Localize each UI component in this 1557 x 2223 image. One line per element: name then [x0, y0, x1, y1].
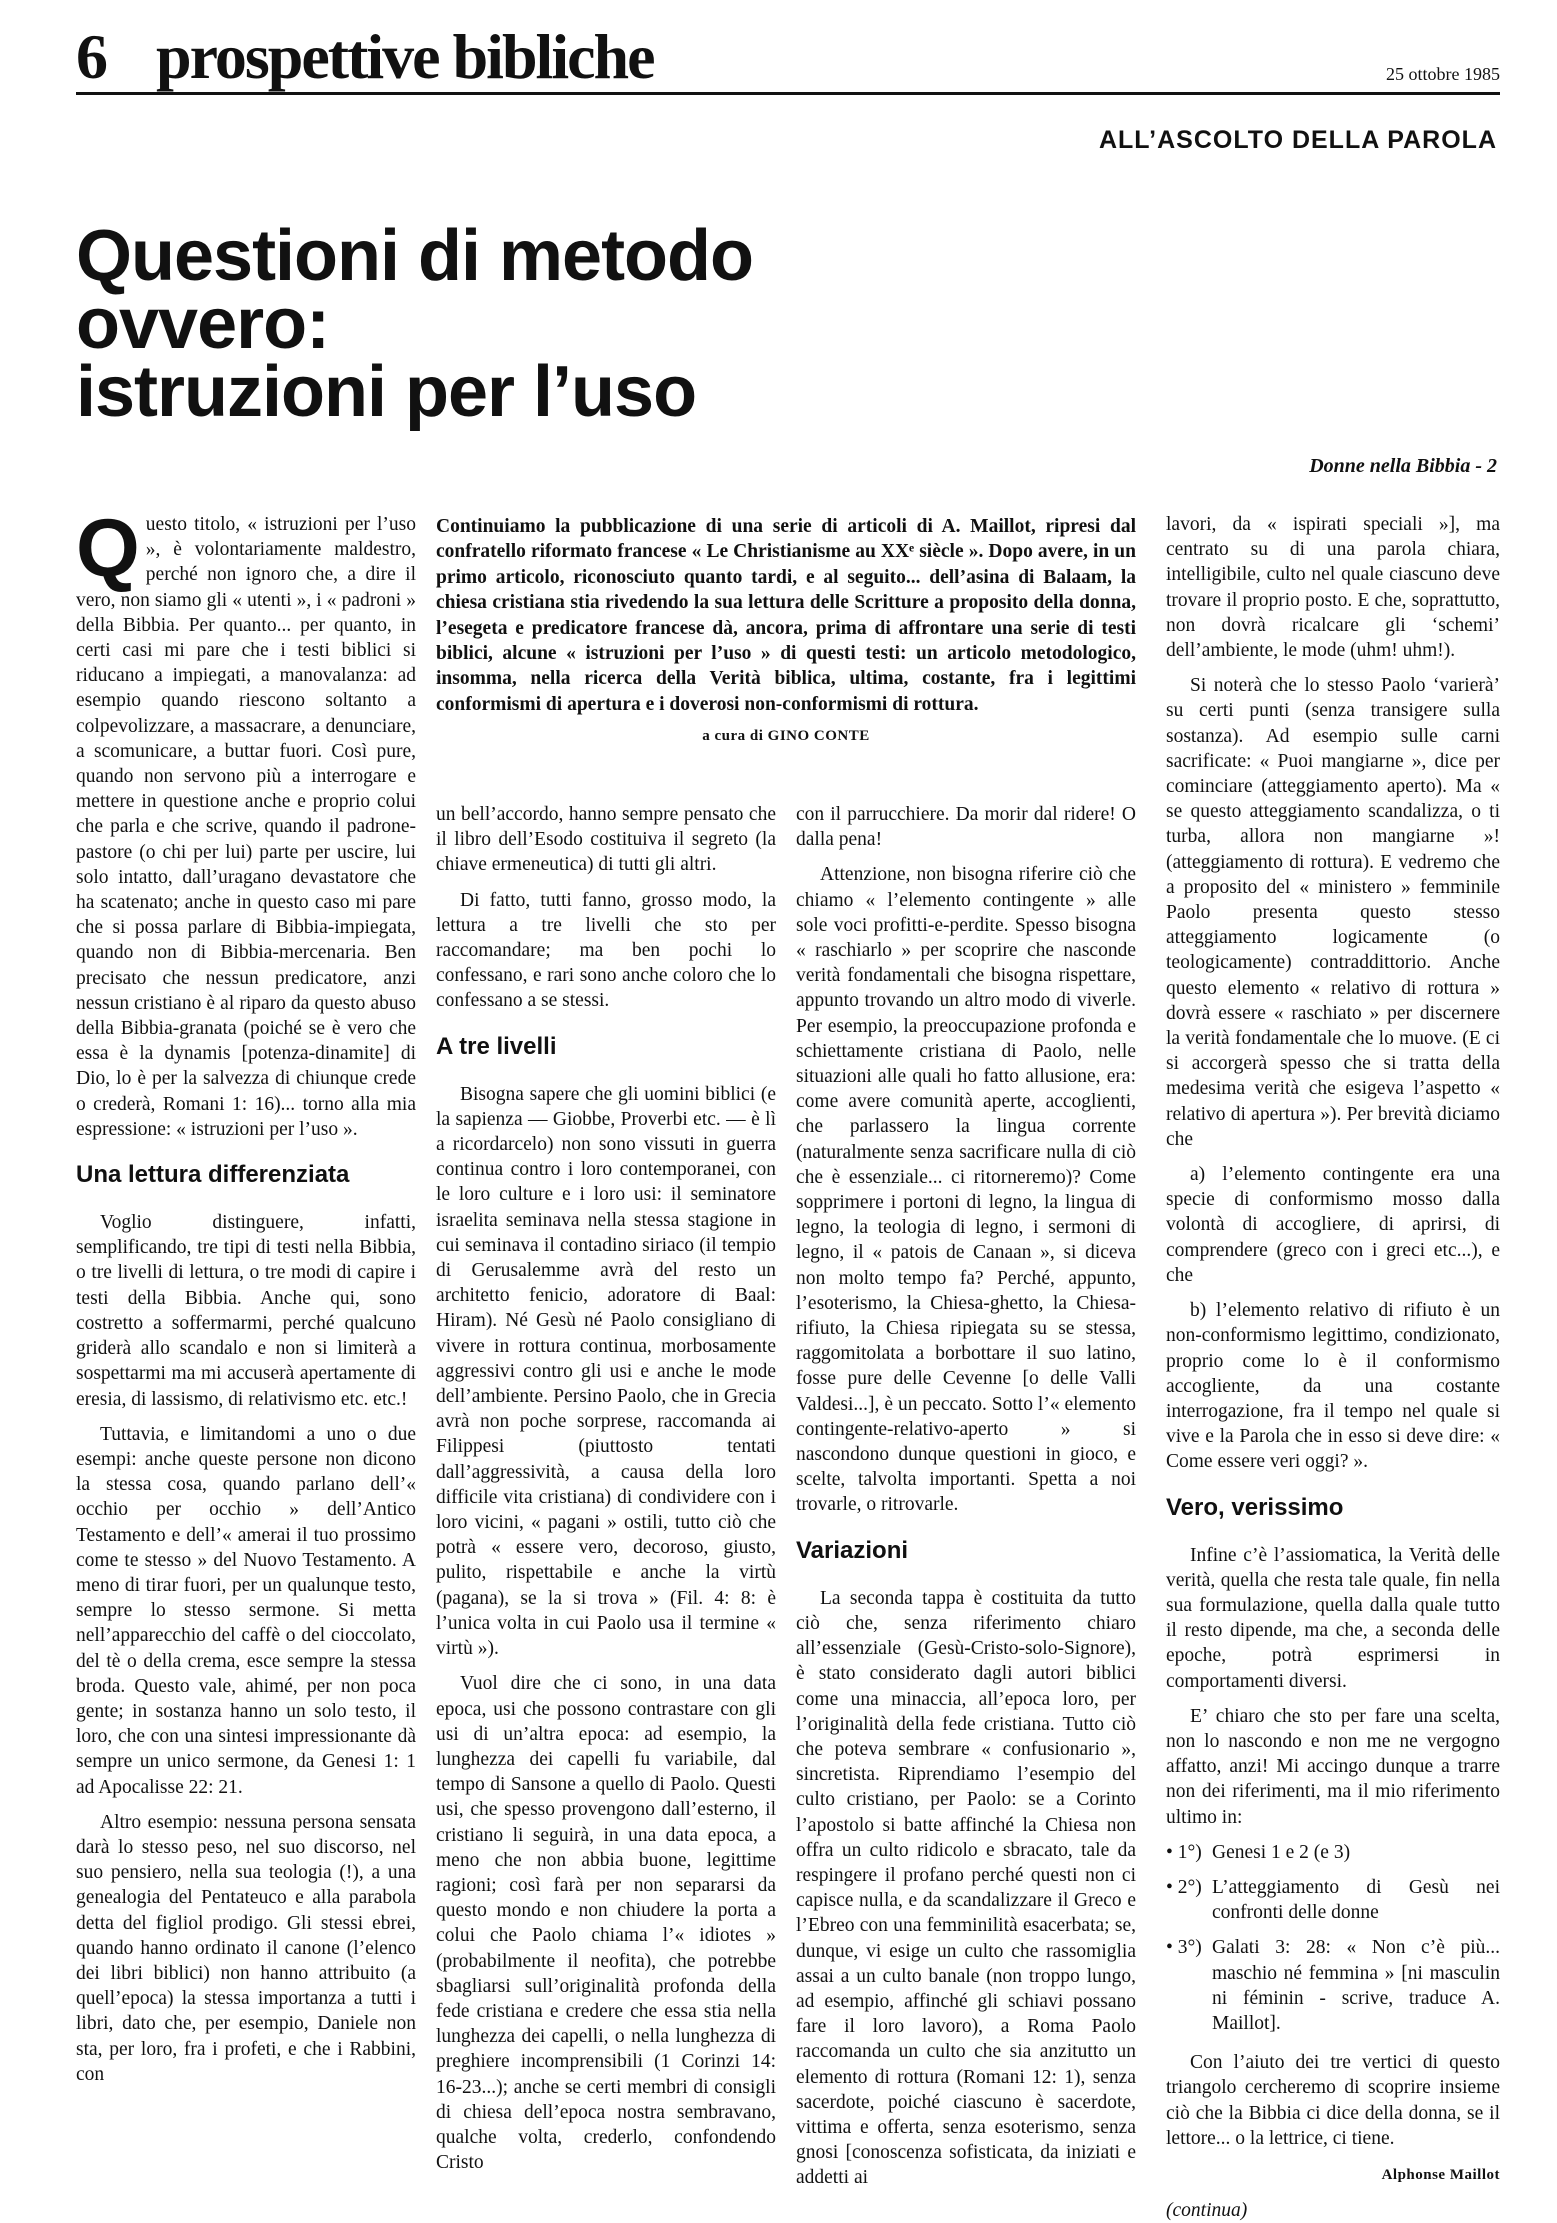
paragraph: Altro esempio: nessuna persona sensata darà lo stesso peso, nel suo discorso, nel suo pensiero, nella sua teologia (!), a una genealogia del Pentateuco e alla parabola detta del figliol prodigo. Gli stessi ebrei, quando hanno ordinato il canone (l’elenco dei libri biblici) non hanno attribuito (a quell’epoca) la stessa importanza a tutti i libri, dato che, per esempio, Daniele non sta, per loro, fra i profeti, e che i Rabbini, con — [76, 1811, 416, 2085]
subheading: A tre livelli — [436, 1032, 557, 1060]
paragraph: Si noterà che lo stesso Paolo ‘varierà’ su certi punti (senza transigere sulla sostanza). Ad esempio sulle carni sacrificate: « Puoi mangiarne », dice per cominciare (atteggiamento aperto). Ma « se questo atteggiamento scandalizza, o ti turba, allora non mangiarne »! (atteggiamento di rottura). E vedremo che a proposito del « ministero » femminile Paolo presenta questo stesso atteggiamento logicamente (o teologicamente) contraddittorio. Anche questo elemento « relativo di rottura » dovrà essere « raschiato » per discernere la verità fondamentale che lo muove. (E ci si accorgerà spesso che si tratta della medesima verità che esigeva l’aspetto « relativo di apertura »). Per brevità diciamo che — [1166, 675, 1500, 1150]
masthead-rule — [76, 92, 1500, 95]
list-bullet: • 2°) — [1166, 1876, 1202, 1898]
series-label: Donne nella Bibbia - 2 — [1309, 455, 1497, 477]
article-column-1 — [76, 503, 416, 2097]
drop-cap: Q — [76, 503, 140, 594]
paragraph: Tuttavia, e limitandomi a uno o due esempi: anche queste persone non dicono la stessa cosa, quando parlano dell’« occhio per occhio » dell’Antico Testamento e dell’« amerai il tuo prossimo come te stesso » del Nuovo Testamento. A meno di tirar fuori, per un qualunque testo, sempre lo stesso sermone. Si metta nell’apparecchio del caffè o del cioccolato, del tè o della crema, esce sempre la stessa broda. Questo vale, ahimé, per non poca gente; in sostanza hanno un solo testo, il loro, che con una sintesi impressionante dà sempre un unico sermone, da Genesi 1: 1 ad Apocalisse 22: 21. — [76, 1423, 416, 1798]
continued-note: (continua) — [1166, 2200, 1248, 2222]
paragraph: Voglio distinguere, infatti, semplificando, tre tipi di testi nella Bibbia, o tre livelli di lettura, o tre modi di capire i testi della Bibbia. Anche qui, sono costretto a soffermarmi, perché qualcuno griderà allo scandalo e non si limiterà a sospettarmi ma mi accuserà apertamente di eresia, di lassismo, di relativismo etc. etc.! — [76, 1212, 416, 1410]
paragraph: Attenzione, non bisogna riferire ciò che chiamo « l’elemento contingente » alle sole voci profitti-e-perdite. Spesso bisogna « raschiarlo » per scoprire che nasconde verità fondamentali che bisogna rispettare, appunto trovando un altro modo di viverle. Per esempio, la preoccupazione profonda e schiettamente cristiana di Paolo, nelle situazioni alle quali ho fatto allusione, era: come avere comunità aperte, accoglienti, che parlassero la lingua corrente (naturalmente senza sacrificare nulla di ciò che è essenziale... ci ritorneremo)? Come sopprimere i portoni di legno, la lingua di legno, la teologia di legno, i sermoni di legno, il « patois de Canaan », si diceva non molto tempo fa? Perché, appunto, l’esoterismo, la Chiesa-ghetto, la Chiesa-rifiuto, la Chiesa ripiegata su se stessa, raggomitolata a borbottare il suo latino, fosse pure delle Cevenne [o delle Valli Valdesi...], è un peccato. Sotto l’« elemento contingente-relativo-aperto » si nascondono dunque questioni in gioco, e scelte, talvolta importanti. Spetta a noi trovarle, o ritrovarle. — [796, 864, 1136, 1516]
list-item — [1166, 1935, 1500, 2036]
paragraph: a) l’elemento contingente era una specie di conformismo mosso dalla volontà di accogliere, di aprirsi, di comprendere (greco con i greci etc...), e che — [1166, 1164, 1500, 1286]
list-bullet: • 3°) — [1166, 1937, 1202, 1959]
list-item-text: L’atteggiamento di Gesù nei confronti delle donne — [1212, 1876, 1500, 1924]
headline — [76, 216, 956, 432]
opening-text: uesto titolo, « istruzioni per l’uso », è volontariamente maldestro, perché non ignoro che, a dire il vero, non siamo gli « utenti », i « padroni » della Bibbia. Per quanto... per quanto, in certi casi mi pare che i testi biblici si riducano a impiegati, a manovalanza: ad esempio quando riescono soltanto a colpevolizzare, a massacrare, a denunciare, a scomunicare, a buttar fuori. Così pure, quando non servono più a interrogare e mettere in questione anche e proprio colui che parla e che scrive, quando il padrone-pastore (o chi per lui) parte per uscire, lui solo intatto, dall’uragano devastatore che ha scatenato; anche in questo caso mi pare che si possa parlare di Bibbia-impiegata, quando non di Bibbia-mercenaria. Ben precisato che nessun predicatore, anzi nessun cristiano è al riparo da questo abuso della Bibbia-granata (poiché se è vero che essa è la dynamis [potenza-dinamite] di Dio, lo è per la salvezza di chiunque crede o crederà, Romani 1: 16)... torno alla mia espressione: « istruzioni per l’uso ». — [76, 514, 416, 1140]
list-item — [1166, 1840, 1500, 1865]
headline-line: ovvero: — [76, 284, 330, 364]
paragraph: b) l’elemento relativo di rifiuto è un non-conformismo legittimo, condizionato, proprio come lo è il conformismo accogliente, da una costante interrogazione, fra il tempo nel quale si vive e la Parola che in esso si deve dire: « Come essere veri oggi? ». — [1166, 1300, 1500, 1473]
opening-paragraph — [76, 503, 416, 1142]
list-item-text: Galati 3: 28: « Non c’è più... maschio né femmina » [ni masculin ni féminin - scrive, traduce A. Maillot]. — [1212, 1937, 1500, 2034]
paragraph: E’ chiaro che sto per fare una scelta, non lo nascondo e non me ne vergogno affatto, anzi! Mi accingo dunque a trarre non dei riferimenti, ma il mio riferimento ultimo in: — [1166, 1705, 1500, 1828]
issue-date: 25 ottobre 1985 — [1386, 64, 1500, 84]
subheading: Variazioni — [796, 1536, 909, 1564]
paragraph: un bell’accordo, hanno sempre pensato che il libro dell’Esodo costituiva il segreto (la chiave ermeneutica) di tutti gli altri. — [436, 804, 776, 876]
article-column-2 — [436, 802, 776, 2185]
intro-paragraph: Continuiamo la pubblicazione di una serie di articoli di A. Maillot, ripresi dal confratello riformato francese « Le Christianisme au XXᵉ siècle ». Dopo avere, in un primo articolo, riconosciuto quanto tardi, e al seguito... dell’asina di Balaam, la chiesa cristiana stia rivedendo la sua lettura delle Scritture a proposito della donna, l’esegeta e predicatore francese dà, ancora, prima di affrontare una serie di testi biblici, alcune « istruzioni per l’uso » di questi testi: un articolo metodologico, insomma, nella ricerca della Verità biblica, ultima, costante, fra i legittimi conformismi di apertura e i doverosi non-conformismi di rottura. — [436, 516, 1136, 715]
list-bullet: • 1°) — [1166, 1841, 1202, 1863]
headline-line: istruzioni per l’uso — [76, 352, 697, 432]
subheading: Vero, verissimo — [1166, 1493, 1344, 1521]
section-heading: prospettive bibliche — [156, 21, 654, 92]
list-item-text: Genesi 1 e 2 (e 3) — [1212, 1841, 1351, 1863]
page-number: 6 — [76, 21, 107, 92]
paragraph: lavori, da « ispirati speciali »], ma centrato su di una parola chiara, intelligibile, culto nel quale ciascuno deve trovare il proprio posto. E che, soprattutto, non dovrà ricalcare gli ‘schemi’ dell’ambiente, le mode (uhm! uhm!). — [1166, 514, 1500, 662]
reference-list — [1166, 1840, 1500, 2036]
subheading: Una lettura differenziata — [76, 1161, 350, 1189]
rubric: ALL’ASCOLTO DELLA PAROLA — [1098, 126, 1497, 154]
article-column-4 — [1166, 512, 1500, 2223]
article-column-3 — [796, 802, 1136, 2201]
paragraph: Vuol dire che ci sono, in una data epoca, usi che possono contrastare con gli usi di un’altra epoca: ad esempio, la lunghezza dei capelli fu variabile, dal tempo di Sansone a quello di Paolo. Questi usi, che spesso provengono dall’esterno, il cristiano li seguirà, in una data epoca, a meno che non abbia buone, legittime ragioni; così farà per non separarsi da questo mondo e non chiudere la porta a colui che Paolo chiama l’« idiotes » (probabilmente il neofita), che potrebbe sbagliarsi sull’originalità profonda della fede cristiana e credere che essa stia nella lunghezza dei capelli, o nella lunghezza di preghiere incomprensibili (1 Corinzi 14: 16-23...); anche se certi membri di consigli di chiesa dell’epoca nostra sembravano, qualche volta, crederlo, confondendo Cristo — [436, 1673, 776, 2174]
paragraph: Con l’aiuto dei tre vertici di questo triangolo cercheremo di scoprire insieme ciò che la Bibbia ci dice della donna, se il lettore... o la lettrice, ci tiene. — [1166, 2052, 1500, 2149]
paragraph: Bisogna sapere che gli uomini biblici (e la sapienza — Giobbe, Proverbi etc. — è lì a ricordarcelo) non sono vissuti in guerra continua contro i loro contemporanei, con le loro culture e i loro usi: il seminatore israelita seminava nella stessa stagione in cui seminava il contadino siriaco (il tempio di Gerusalemme avrà del resto un architetto fenicio, adoratore di Baal: Hiram). Né Gesù né Paolo consigliano di vivere in rottura continua, morbosamente aggressivi contro gli usi e anche le mode dell’ambiente. Persino Paolo, che in Grecia avrà non poche sorprese, raccomanda ai Filippesi (piuttosto tentati dall’aggressività, a causa della loro difficile vita cristiana) di condividere con i loro vicini, « pagani » ostili, tutto ciò che potrà « essere vero, decoroso, giusto, pulito, rispettabile e anche la virtù (pagana), se la si trova » (Fil. 4: 8: è l’unica volta in cui Paolo usa il termine « virtù »). — [436, 1083, 776, 1660]
byline: a cura di GINO CONTE — [702, 728, 870, 744]
paragraph: La seconda tappa è costituita da tutto ciò che, senza riferimento chiaro all’essenziale (Gesù-Cristo-solo-Signore), è stato considerato dagli autori biblici come una minaccia, all’epoca loro, per l’originalità della fede cristiana. Tutto ciò che poteva sembrare « confusionario », sincretista. Riprendiamo l’esempio del culto cristiano, per Paolo: se a Corinto l’apostolo si batte affinché la Chiesa non offra un culto ridicolo e sbracato, tale da respingere il profano perché questi non ci capisce nulla, e da scandalizzare il Greco e l’Ebreo con una femminilità esacerbata; se, dunque, vi esige un culto che rassomiglia assai a un culto banale (non troppo lungo, ad esempio, affinché gli schiavi possano fare il loro lavoro), a Roma Paolo raccomanda un culto che sia anzitutto un elemento di rottura (Romani 12: 1), senza sacerdote, poiché ciascuno è sacerdote, vittima e offerta, senza esoterismo, senza gnosi [conoscenza sofisticata, da iniziati e addetti ai — [796, 1587, 1136, 2189]
paragraph: con il parrucchiere. Da morir dal ridere! O dalla pena! — [796, 804, 1136, 851]
paragraph: Di fatto, tutti fanno, grosso modo, la lettura a tre livelli che sto per raccomandare; ma ben pochi lo confessano, e rari sono anche coloro che lo confessano a se stessi. — [436, 889, 776, 1012]
masthead — [76, 20, 1500, 92]
list-item — [1166, 1875, 1500, 1925]
paragraph: Infine c’è l’assiomatica, la Verità delle verità, quella che resta tale quale, fin nella sua formulazione, quella dalla quale tutto il resto dipende, ma che, a seconda delle epoche, potrà esprimersi in comportamenti diversi. — [1166, 1544, 1500, 1692]
author-signature: Alphonse Maillot — [1381, 2166, 1500, 2183]
headline-line: Questioni di metodo — [76, 216, 753, 296]
